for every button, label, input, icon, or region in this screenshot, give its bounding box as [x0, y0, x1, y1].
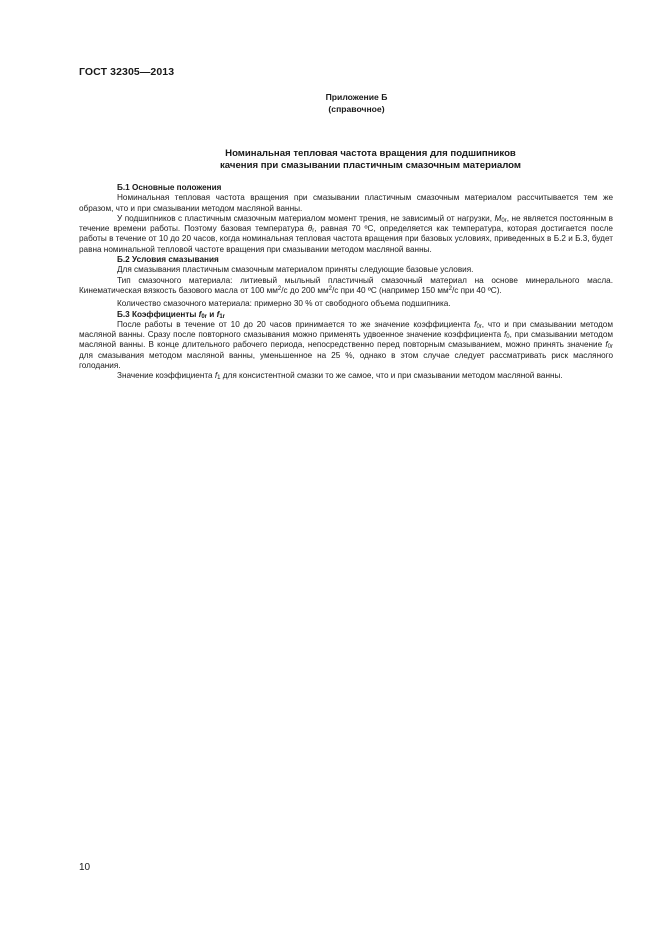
section-b2-paragraph-1: Для смазывания пластичным смазочным материалом приняты следующие базовые условия. — [117, 265, 474, 275]
symbol-f: f — [605, 340, 608, 350]
text-run: , при смазывании методом масляной ванны. В конце длительного рабочего периода, непосредственно перед повторным смазыванием, можно принять значение — [79, 330, 613, 350]
text-run: У подшипников с пластичным смазочным материалом момент трения, не зависимый от нагрузки, — [117, 213, 495, 223]
subscript: 0r — [607, 344, 613, 351]
symbol-f: f — [216, 309, 220, 319]
section-b3-paragraph-2 — [79, 371, 613, 381]
subscript: 1r — [219, 313, 226, 320]
appendix-note: (справочное) — [328, 104, 385, 114]
subscript: 0r — [501, 217, 507, 224]
text-run: Значение коэффициента — [117, 371, 215, 381]
superscript: 2 — [277, 285, 282, 292]
text-run: Тип смазочного материала: литиевый мыльный пластичный смазочный материал на основе минерального масла. Кинематическая вязкость базового масла от 100 мм — [79, 275, 613, 295]
symbol-f: f — [198, 309, 202, 319]
text-run: /с до 200 мм — [281, 285, 329, 295]
section-b3-paragraph-1 — [79, 320, 613, 371]
symbol-f: f — [503, 330, 507, 340]
section-b2-heading: Б.2 Условия смазывания — [117, 255, 219, 265]
subscript: r — [312, 228, 315, 235]
section-b1-paragraph-1: Номинальная тепловая частота вращения при смазывании пластичным смазочным материалом рассчитывается тем же образом, что и при смазывании методом масляной ванны. — [79, 193, 613, 213]
symbol-f: f — [474, 319, 477, 329]
section-b1-heading: Б.1 Основные положения — [117, 183, 222, 192]
symbol-f: f — [214, 371, 218, 381]
text-run: Б.3 Коэффициенты — [117, 309, 199, 319]
superscript: 2 — [328, 285, 332, 292]
document-body — [79, 183, 613, 382]
title-line-2: качения при смазывании пластичным смазочным материалом — [220, 160, 521, 171]
superscript: 2 — [448, 285, 452, 292]
section-b2-paragraph-2 — [79, 276, 613, 297]
text-run: для смазывания методом масляной ванны, уменьшенное на 25 %, однако в этом случае следует рассматривать риск масляного голодания. — [79, 350, 613, 371]
subscript: 0r — [476, 323, 482, 330]
symbol-m: M — [494, 213, 502, 223]
text-run: и — [207, 309, 217, 319]
text-run: , равная 70 ºС, определяется как температура, которая достигается после работы в течение от 10 до 20 часов, когда номинальная тепловая частота вращения при базовых условиях, приведенных в Б.2 и Б.3, будет равна номинальной тепловой частоте вращения при смазывании методом масляной ванны. — [79, 224, 613, 254]
page-title — [40, 148, 661, 172]
symbol-theta: θ — [307, 224, 313, 234]
section-b2-paragraph-3: Количество смазочного материала: примерно 30 % от свободного объема подшипника. — [117, 299, 451, 309]
text-run: /с при 40 ºС). — [451, 285, 502, 295]
text-run: /с при 40 ºС (например 150 мм — [331, 285, 449, 295]
page-number: 10 — [79, 862, 91, 873]
text-run: для консистентной смазки то же самое, что и при смазывании методом масляной ванны. — [220, 371, 563, 381]
subscript: 1 — [217, 375, 221, 382]
subscript: 0r — [201, 313, 208, 320]
text-run: , не является постоянным в течение времени работы. Поэтому базовая температура — [79, 213, 613, 234]
section-b3-heading — [79, 310, 613, 320]
title-line-1: Номинальная тепловая частота вращения для подшипников — [225, 148, 516, 159]
section-b1-paragraph-2 — [79, 214, 613, 255]
subscript: 0 — [506, 334, 510, 341]
standard-designation: ГОСТ 32305—2013 — [79, 66, 175, 78]
appendix-label: Приложение Б — [325, 92, 388, 102]
text-run: После работы в течение от 10 до 20 часов принимается то же значение коэффициента — [117, 319, 475, 329]
text-run: , что и при смазывании методом масляной ванны. Сразу после повторного смазывания можно применять удвоенное значение коэффициента — [79, 319, 613, 340]
